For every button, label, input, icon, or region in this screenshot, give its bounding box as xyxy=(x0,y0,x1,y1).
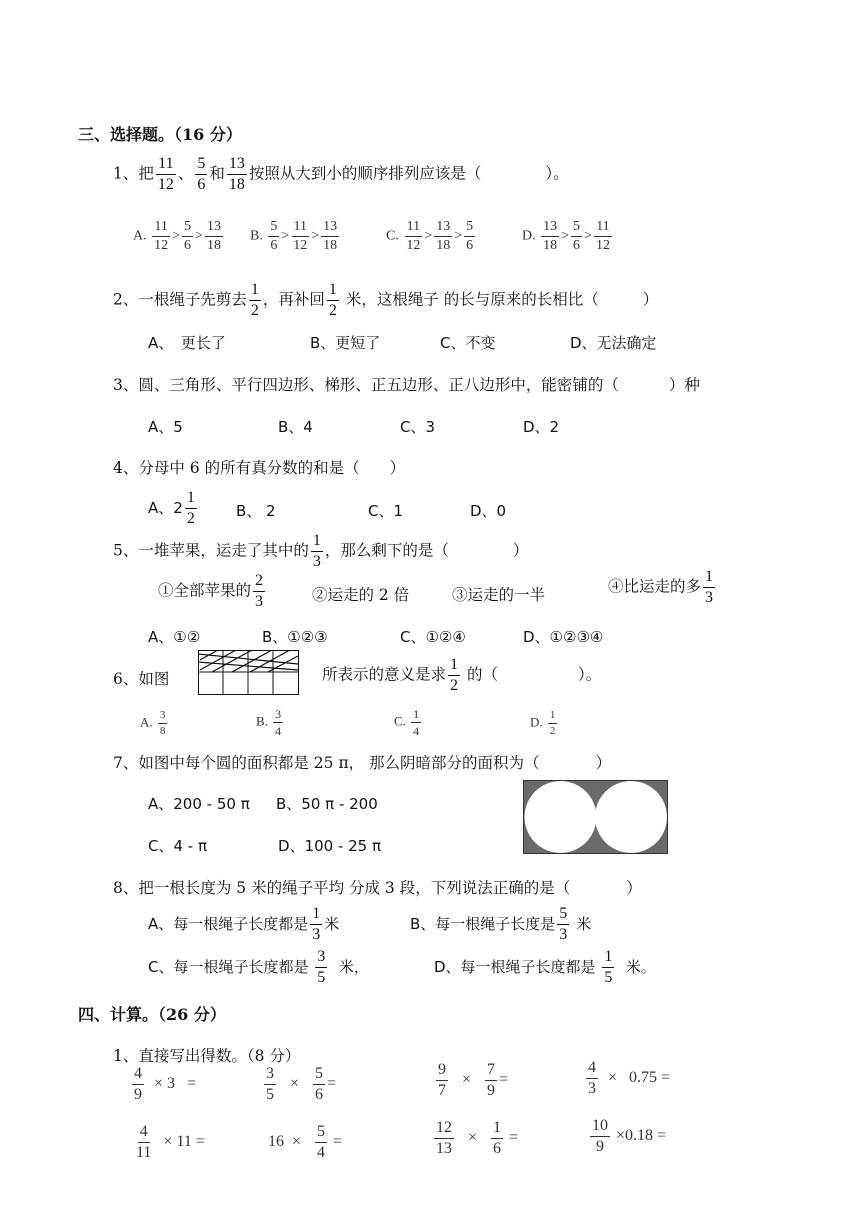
calc-item-3: $\frac{9}{7}$ × $\frac{7}{9}$ = xyxy=(438,1061,509,1099)
fraction: $\frac{4}{3}$ xyxy=(588,1059,596,1097)
calc-item-8: $\frac{10}{9}$ ×0.18 = xyxy=(592,1117,667,1155)
q3-option-c[interactable]: C、3 xyxy=(400,418,436,436)
fraction: $\frac{5}{3}$ xyxy=(559,905,568,943)
q1-option-d[interactable]: D. $\frac{13}{18}$ > $\frac{5}{6}$ > $\frac{11}{12}$ xyxy=(522,219,610,253)
q5-statement-4: ④比运走的多 $\frac{1}{3}$ xyxy=(608,568,714,606)
q4-option-a[interactable]: A、2 $\frac{1}{2}$ xyxy=(148,489,195,527)
question-6: 所表示的意义是求 $\frac{1}{2}$ 的（ ）。 xyxy=(322,656,602,694)
hatched-grid-figure xyxy=(198,650,300,696)
q7-option-b[interactable]: B、50 π - 200 xyxy=(276,795,378,813)
q6-option-c[interactable]: C. $\frac{1}{4}$ xyxy=(394,707,420,738)
q4-option-c[interactable]: C、1 xyxy=(368,502,404,520)
question-5: 5、一堆苹果，运走了其中的 $\frac{1}{3}$ ，那么剩下的是（ ） xyxy=(113,532,529,570)
question-4: 4、分母中 6 的所有真分数的和是（ ） xyxy=(113,459,406,477)
calc-item-4: $\frac{4}{3}$ × 0.75 = xyxy=(588,1059,671,1097)
fraction: $\frac{5}{6}$ xyxy=(315,1065,324,1103)
fraction: $\frac{1}{2}$ xyxy=(328,281,337,319)
fraction: $\frac{9}{7}$ xyxy=(438,1061,446,1099)
q7-option-a[interactable]: A、200 - 50 π xyxy=(148,795,250,813)
q5-statement-1: ①全部苹果的 $\frac{2}{3}$ xyxy=(158,572,264,610)
fraction: $\frac{1}{2}$ xyxy=(450,656,459,694)
fraction: $\frac{5}{6}$ xyxy=(573,219,581,253)
calc-item-6: 16 × $\frac{5}{4}$ = xyxy=(268,1123,343,1161)
calc-item-1: $\frac{4}{9}$ × 3 = xyxy=(134,1065,197,1103)
q4-option-d[interactable]: D、0 xyxy=(470,502,507,520)
q1-prefix: 1、把 xyxy=(113,164,154,183)
calc-item-2: $\frac{3}{5}$ × $\frac{5}{6}$ = xyxy=(266,1065,337,1103)
q5-statement-2: ②运走的 2 倍 xyxy=(312,586,410,604)
q3-option-b[interactable]: B、4 xyxy=(278,418,313,436)
fraction: $\frac{4}{11}$ xyxy=(136,1123,152,1161)
question-2: 2、一根绳子先剪去 $\frac{1}{2}$ ，再补回 $\frac{1}{2}$ 米，这根绳子 的长与原来的长相比（ ） xyxy=(113,281,659,319)
section-title-choice: 三、选择题。（16 分） xyxy=(78,125,242,144)
q6-option-a[interactable]: A. $\frac{3}{8}$ xyxy=(140,709,166,737)
q3-option-a[interactable]: A、5 xyxy=(148,418,183,436)
fraction: $\frac{5}{6}$ xyxy=(197,155,206,193)
q1-option-a[interactable]: A. $\frac{11}{12}$ > $\frac{5}{6}$ > $\frac{13}{18}$ xyxy=(133,219,221,253)
fraction: $\frac{1}{2}$ xyxy=(250,281,259,319)
fraction: $\frac{1}{2}$ xyxy=(549,709,556,737)
q4-option-b[interactable]: B、 2 xyxy=(236,502,276,520)
question-7: 7、如图中每个圆的面积都是 25 π， 那么阴暗部分的面积为（ ） xyxy=(113,754,612,772)
question-1: 1、把 $\frac{11}{12}$ 、 $\frac{5}{6}$ 和 $\frac{13}{18}$ 按照从大到小的顺序排列应该是（ ）。 xyxy=(113,155,569,193)
calc-item-7: $\frac{12}{13}$ × $\frac{1}{6}$ = xyxy=(436,1119,519,1157)
q8-option-d[interactable]: D、每一根绳子长度都是 $\frac{1}{5}$ 米。 xyxy=(434,948,656,986)
q1-option-c[interactable]: C. $\frac{11}{12}$ > $\frac{13}{18}$ > $\frac{5}{6}$ xyxy=(386,219,474,253)
q8-option-b[interactable]: B、每一根绳子长度是 $\frac{5}{3}$ 米 xyxy=(410,905,592,943)
q2-option-c[interactable]: C、不变 xyxy=(440,334,496,352)
section-title-calc: 四、计算。（26 分） xyxy=(78,1005,226,1024)
calc-item-5: $\frac{4}{11}$ × 11 = xyxy=(136,1123,205,1161)
fraction: $\frac{3}{5}$ xyxy=(266,1065,274,1103)
fraction: $\frac{13}{18}$ xyxy=(228,155,245,193)
fraction: $\frac{13}{18}$ xyxy=(543,219,558,253)
q6-option-d[interactable]: D. $\frac{1}{2}$ xyxy=(530,709,556,737)
fraction: $\frac{13}{18}$ xyxy=(436,219,451,253)
fraction: $\frac{13}{18}$ xyxy=(323,219,338,253)
q8-option-a[interactable]: A、每一根绳子长度都是 $\frac{1}{3}$ 米 xyxy=(148,905,340,943)
fraction: $\frac{3}{4}$ xyxy=(275,707,282,738)
q8-option-c[interactable]: C、每一根绳子长度都是 $\frac{3}{5}$ 米， xyxy=(148,948,369,986)
fraction: $\frac{2}{3}$ xyxy=(255,572,264,610)
q2-option-b[interactable]: B、更短了 xyxy=(310,334,381,352)
fraction: $\frac{12}{13}$ xyxy=(436,1119,452,1157)
q5-statement-3: ③运走的一半 xyxy=(452,586,546,604)
fraction: $\frac{5}{6}$ xyxy=(270,219,278,253)
fraction: $\frac{11}{12}$ xyxy=(595,219,610,253)
fraction: $\frac{1}{2}$ xyxy=(186,489,195,527)
fraction: $\frac{10}{9}$ xyxy=(592,1117,608,1155)
fraction: $\frac{4}{9}$ xyxy=(134,1065,142,1103)
two-circles-figure xyxy=(523,780,668,854)
fraction: $\frac{3}{5}$ xyxy=(317,948,326,986)
fraction: $\frac{1}{3}$ xyxy=(705,568,714,606)
fraction: $\frac{1}{5}$ xyxy=(604,948,613,986)
circle-left xyxy=(525,781,597,853)
q7-option-d[interactable]: D、100 - 25 π xyxy=(278,837,382,855)
q3-option-d[interactable]: D、2 xyxy=(523,418,560,436)
question-6-prefix: 6、如图 xyxy=(113,670,170,688)
q5-option-a[interactable]: A、①② xyxy=(148,628,201,646)
q2-option-d[interactable]: D、无法确定 xyxy=(570,334,657,352)
q2-option-a[interactable]: A、 更长了 xyxy=(148,334,226,352)
fraction: $\frac{11}{12}$ xyxy=(154,219,169,253)
fraction: $\frac{13}{18}$ xyxy=(206,219,221,253)
q1-option-b[interactable]: B. $\frac{5}{6}$ > $\frac{11}{12}$ > $\frac{13}{18}$ xyxy=(250,219,338,253)
fraction: $\frac{1}{3}$ xyxy=(312,532,321,570)
question-8: 8、把一根长度为 5 米的绳子平均 分成 3 段，下列说法正确的是（ ） xyxy=(113,879,642,897)
q7-option-c[interactable]: C、4 - π xyxy=(148,837,207,855)
fraction: $\frac{11}{12}$ xyxy=(157,155,174,193)
fraction: $\frac{5}{4}$ xyxy=(317,1123,326,1161)
q6-option-b[interactable]: B. $\frac{3}{4}$ xyxy=(256,707,282,738)
q5-option-d[interactable]: D、①②③④ xyxy=(523,628,604,646)
fraction: $\frac{7}{9}$ xyxy=(487,1061,496,1099)
calc-subtitle: 1、直接写出得数。（8 分） xyxy=(113,1047,301,1065)
q5-option-c[interactable]: C、①②④ xyxy=(400,628,466,646)
fraction: $\frac{11}{12}$ xyxy=(406,219,421,253)
q5-option-b[interactable]: B、①②③ xyxy=(262,628,328,646)
fraction: $\frac{1}{3}$ xyxy=(312,905,321,943)
fraction: $\frac{3}{8}$ xyxy=(159,709,166,737)
question-3: 3、圆、三角形、平行四边形、梯形、正五边形、正八边形中，能密铺的（ ）种 xyxy=(113,376,700,394)
fraction: $\frac{5}{6}$ xyxy=(466,219,474,253)
fraction: $\frac{5}{6}$ xyxy=(184,219,192,253)
fraction: $\frac{11}{12}$ xyxy=(293,219,308,253)
circle-right xyxy=(595,781,667,853)
fraction: $\frac{1}{4}$ xyxy=(413,707,420,738)
fraction: $\frac{1}{6}$ xyxy=(493,1119,502,1157)
